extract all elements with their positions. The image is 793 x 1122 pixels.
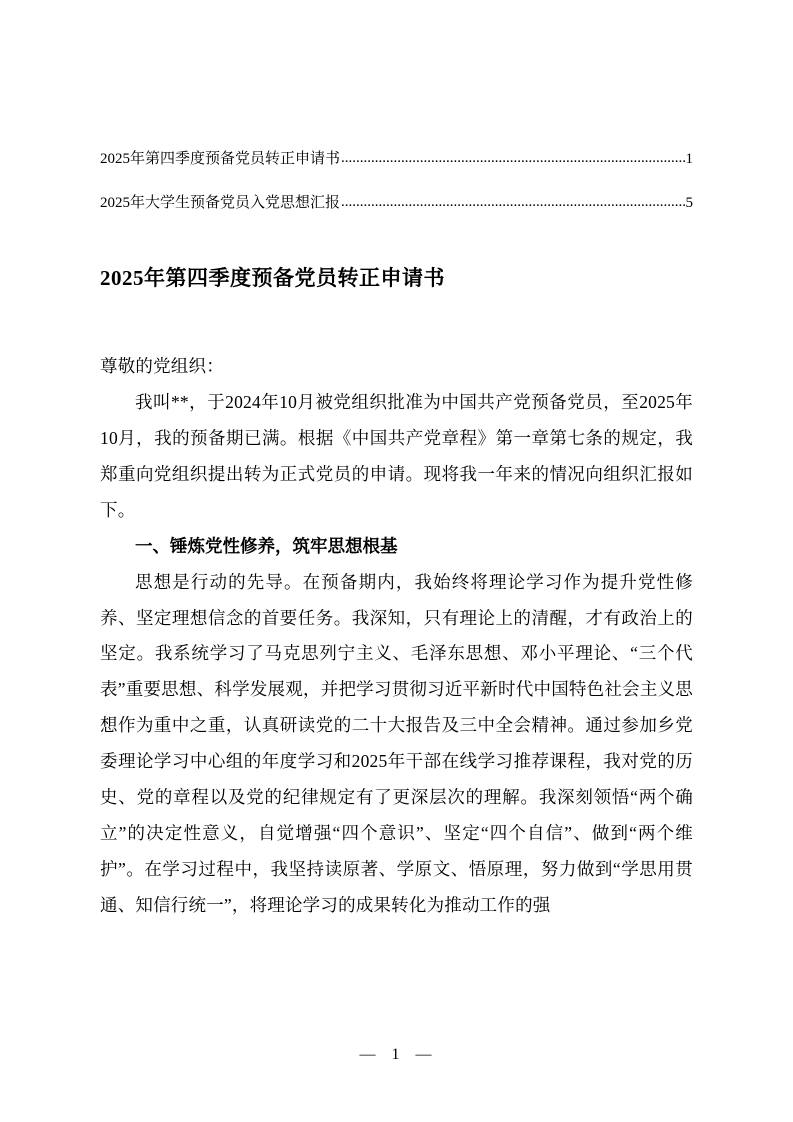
toc-entry[interactable] — [100, 150, 693, 168]
footer-dash-right: — — [415, 1046, 434, 1063]
toc-entry-title: 2025年大学生预备党员入党思想汇报 — [100, 195, 341, 211]
toc-leader-dots — [341, 149, 684, 167]
section-heading: 一、锤炼党性修养，筑牢思想根基 — [135, 535, 398, 556]
document-body — [100, 349, 693, 923]
page-title: 2025年第四季度预备党员转正申请书 — [100, 266, 445, 290]
body-paragraph: 思想是行动的先导。在预备期内，我始终将理论学习作为提升党性修养、坚定理想信念的首要任务。我深知，只有理论上的清醒，才有政治上的坚定。我系统学习了马克思列宁主义、毛泽东思想、邓小平理论、“三个代表”重要思想、科学发展观，并把学习贯彻习近平新时代中国特色社会主义思想作为重中之重，认真研读党的二十大报告及三中全会精神。通过参加乡党委理论学习中心组的年度学习和2025年干部在线学习推荐课程，我对党的历史、党的章程以及党的纪律规定有了更深层次的理解。我深刻领悟“两个确立”的决定性意义，自觉增强“四个意识”、坚定“四个自信”、做到“两个维护”。在学习过程中，我坚持读原著、学原文、悟原理，努力做到“学思用贯通、知信行统一”，将理论学习的成果转化为推动工作的强 — [100, 571, 693, 915]
toc-leader-dots — [341, 193, 684, 211]
page-footer — [0, 1046, 793, 1064]
footer-page-number: 1 — [391, 1046, 402, 1063]
footer-dash-left: — — [359, 1046, 378, 1063]
table-of-contents — [100, 150, 693, 212]
salutation-paragraph: 尊敬的党组织： — [100, 356, 224, 377]
toc-entry[interactable] — [100, 194, 693, 212]
toc-entry-page: 5 — [685, 195, 693, 211]
body-paragraph: 我叫**，于2024年10月被党组织批准为中国共产党预备党员，至2025年10月，我的预备期已满。根据《中国共产党章程》第一章第七条的规定，我郑重向党组织提出转为正式党员的申请。现将我一年来的情况向组织汇报如下。 — [100, 392, 693, 520]
toc-entry-title: 2025年第四季度预备党员转正申请书 — [100, 151, 341, 167]
toc-entry-page: 1 — [685, 151, 693, 167]
